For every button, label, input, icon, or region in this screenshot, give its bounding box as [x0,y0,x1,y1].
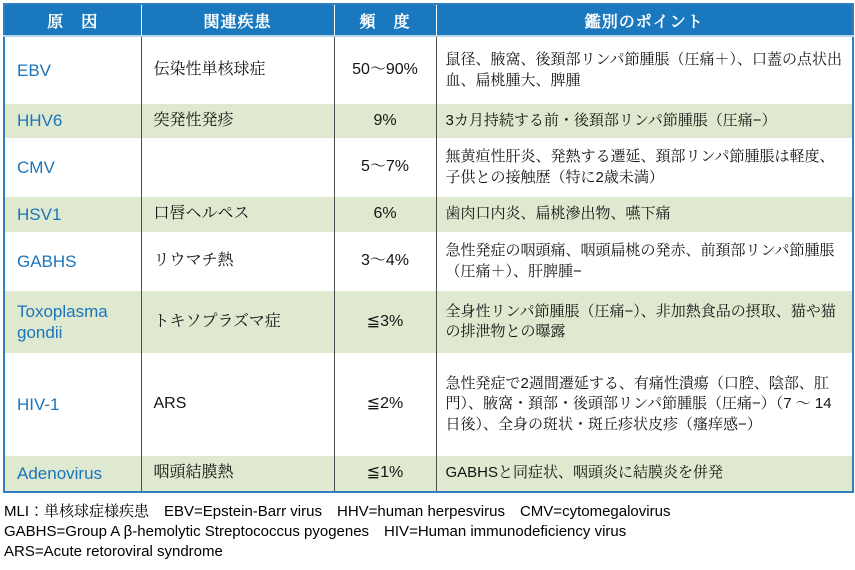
cell-frequency: 3〜4% [334,232,436,291]
cell-frequency: ≦2% [334,353,436,456]
cell-related-disease [141,138,334,197]
cell-frequency: ≦3% [334,291,436,353]
cell-differential-points: 急性発症で2週間遷延する、有痛性潰瘍（口腔、陰部、肛門）、腋窩・頚部・後頭部リンパ節腫脹（圧痛−）（7 〜 14日後）、全身の斑状・斑丘疹状皮疹（瘙痒感−） [445,375,832,433]
header-related-disease: 関連疾患 [141,4,334,36]
cell-frequency: 50〜90% [334,36,436,104]
cell-frequency: ≦1% [334,456,436,492]
cell-cause: HSV1 [4,197,141,232]
cell-related-disease: 突発性発疹 [141,104,334,138]
table-row [4,232,853,291]
header-differential-points: 鑑別のポイント [436,4,853,36]
cell-cause: Adenovirus [4,456,141,492]
header-row [4,4,853,36]
header-cause: 原 因 [4,4,141,36]
mononucleosis-differential-page [0,3,855,570]
footnote-line-2: GABHS=Group A β-hemolytic Streptococcus pyogenes HIV=Human immunodeficiency virus [4,523,627,540]
cell-differential-points: GABHSと同症状、咽頭炎に結膜炎を併発 [445,464,724,482]
cell-related-disease: 咽頭結膜熱 [141,456,334,492]
footnote-legend [4,502,855,562]
differential-diagnosis-table [3,3,854,493]
table-row [4,353,853,456]
cell-cause: HIV-1 [4,353,141,456]
cell-differential-points: 全身性リンパ節腫脹（圧痛−）、非加熱食品の摂取、猫や猫の排泄物との曝露 [445,302,836,340]
table-row [4,197,853,232]
table-row [4,138,853,197]
cell-cause: GABHS [4,232,141,291]
header-frequency: 頻 度 [334,4,436,36]
cell-related-disease: リウマチ熱 [141,232,334,291]
cell-differential-points: 3カ月持続する前・後頚部リンパ節腫脹（圧痛−） [445,111,777,129]
table-row [4,36,853,104]
cell-frequency: 5〜7% [334,138,436,197]
cell-frequency: 6% [334,197,436,232]
cell-differential-points: 無黄疸性肝炎、発熱する遷延、頚部リンパ節腫脹は軽度、子供との接触歴（特に2歳未満） [445,148,835,186]
cell-differential-points: 歯肉口内炎、扁桃滲出物、嚥下痛 [445,205,671,223]
table-row [4,104,853,138]
cell-cause: Toxoplasma gondii [4,291,141,353]
cell-differential-points: 鼠径、腋窩、後頚部リンパ節腫脹（圧痛＋）、口蓋の点状出血、扁桃腫大、脾腫 [445,51,842,89]
footnote-line-3: ARS=Acute retoroviral syndrome [4,543,223,560]
cell-related-disease: トキソプラズマ症 [141,291,334,353]
cell-related-disease: 伝染性単核球症 [141,36,334,104]
cell-differential-points: 急性発症の咽頭痛、咽頭扁桃の発赤、前頚部リンパ節腫脹（圧痛＋）、肝脾腫− [445,242,835,280]
cell-cause: CMV [4,138,141,197]
table-header [4,4,853,36]
cell-cause: EBV [4,36,141,104]
cell-related-disease: 口唇ヘルペス [141,197,334,232]
footnote-line-1: MLI：単核球症様疾患 EBV=Epstein-Barr virus HHV=human herpesvirus CMV=cytomegalovirus [4,503,671,520]
cell-cause: HHV6 [4,104,141,138]
table-row [4,291,853,353]
cell-related-disease: ARS [141,353,334,456]
table-row [4,456,853,492]
cell-frequency: 9% [334,104,436,138]
table-body [4,36,853,492]
